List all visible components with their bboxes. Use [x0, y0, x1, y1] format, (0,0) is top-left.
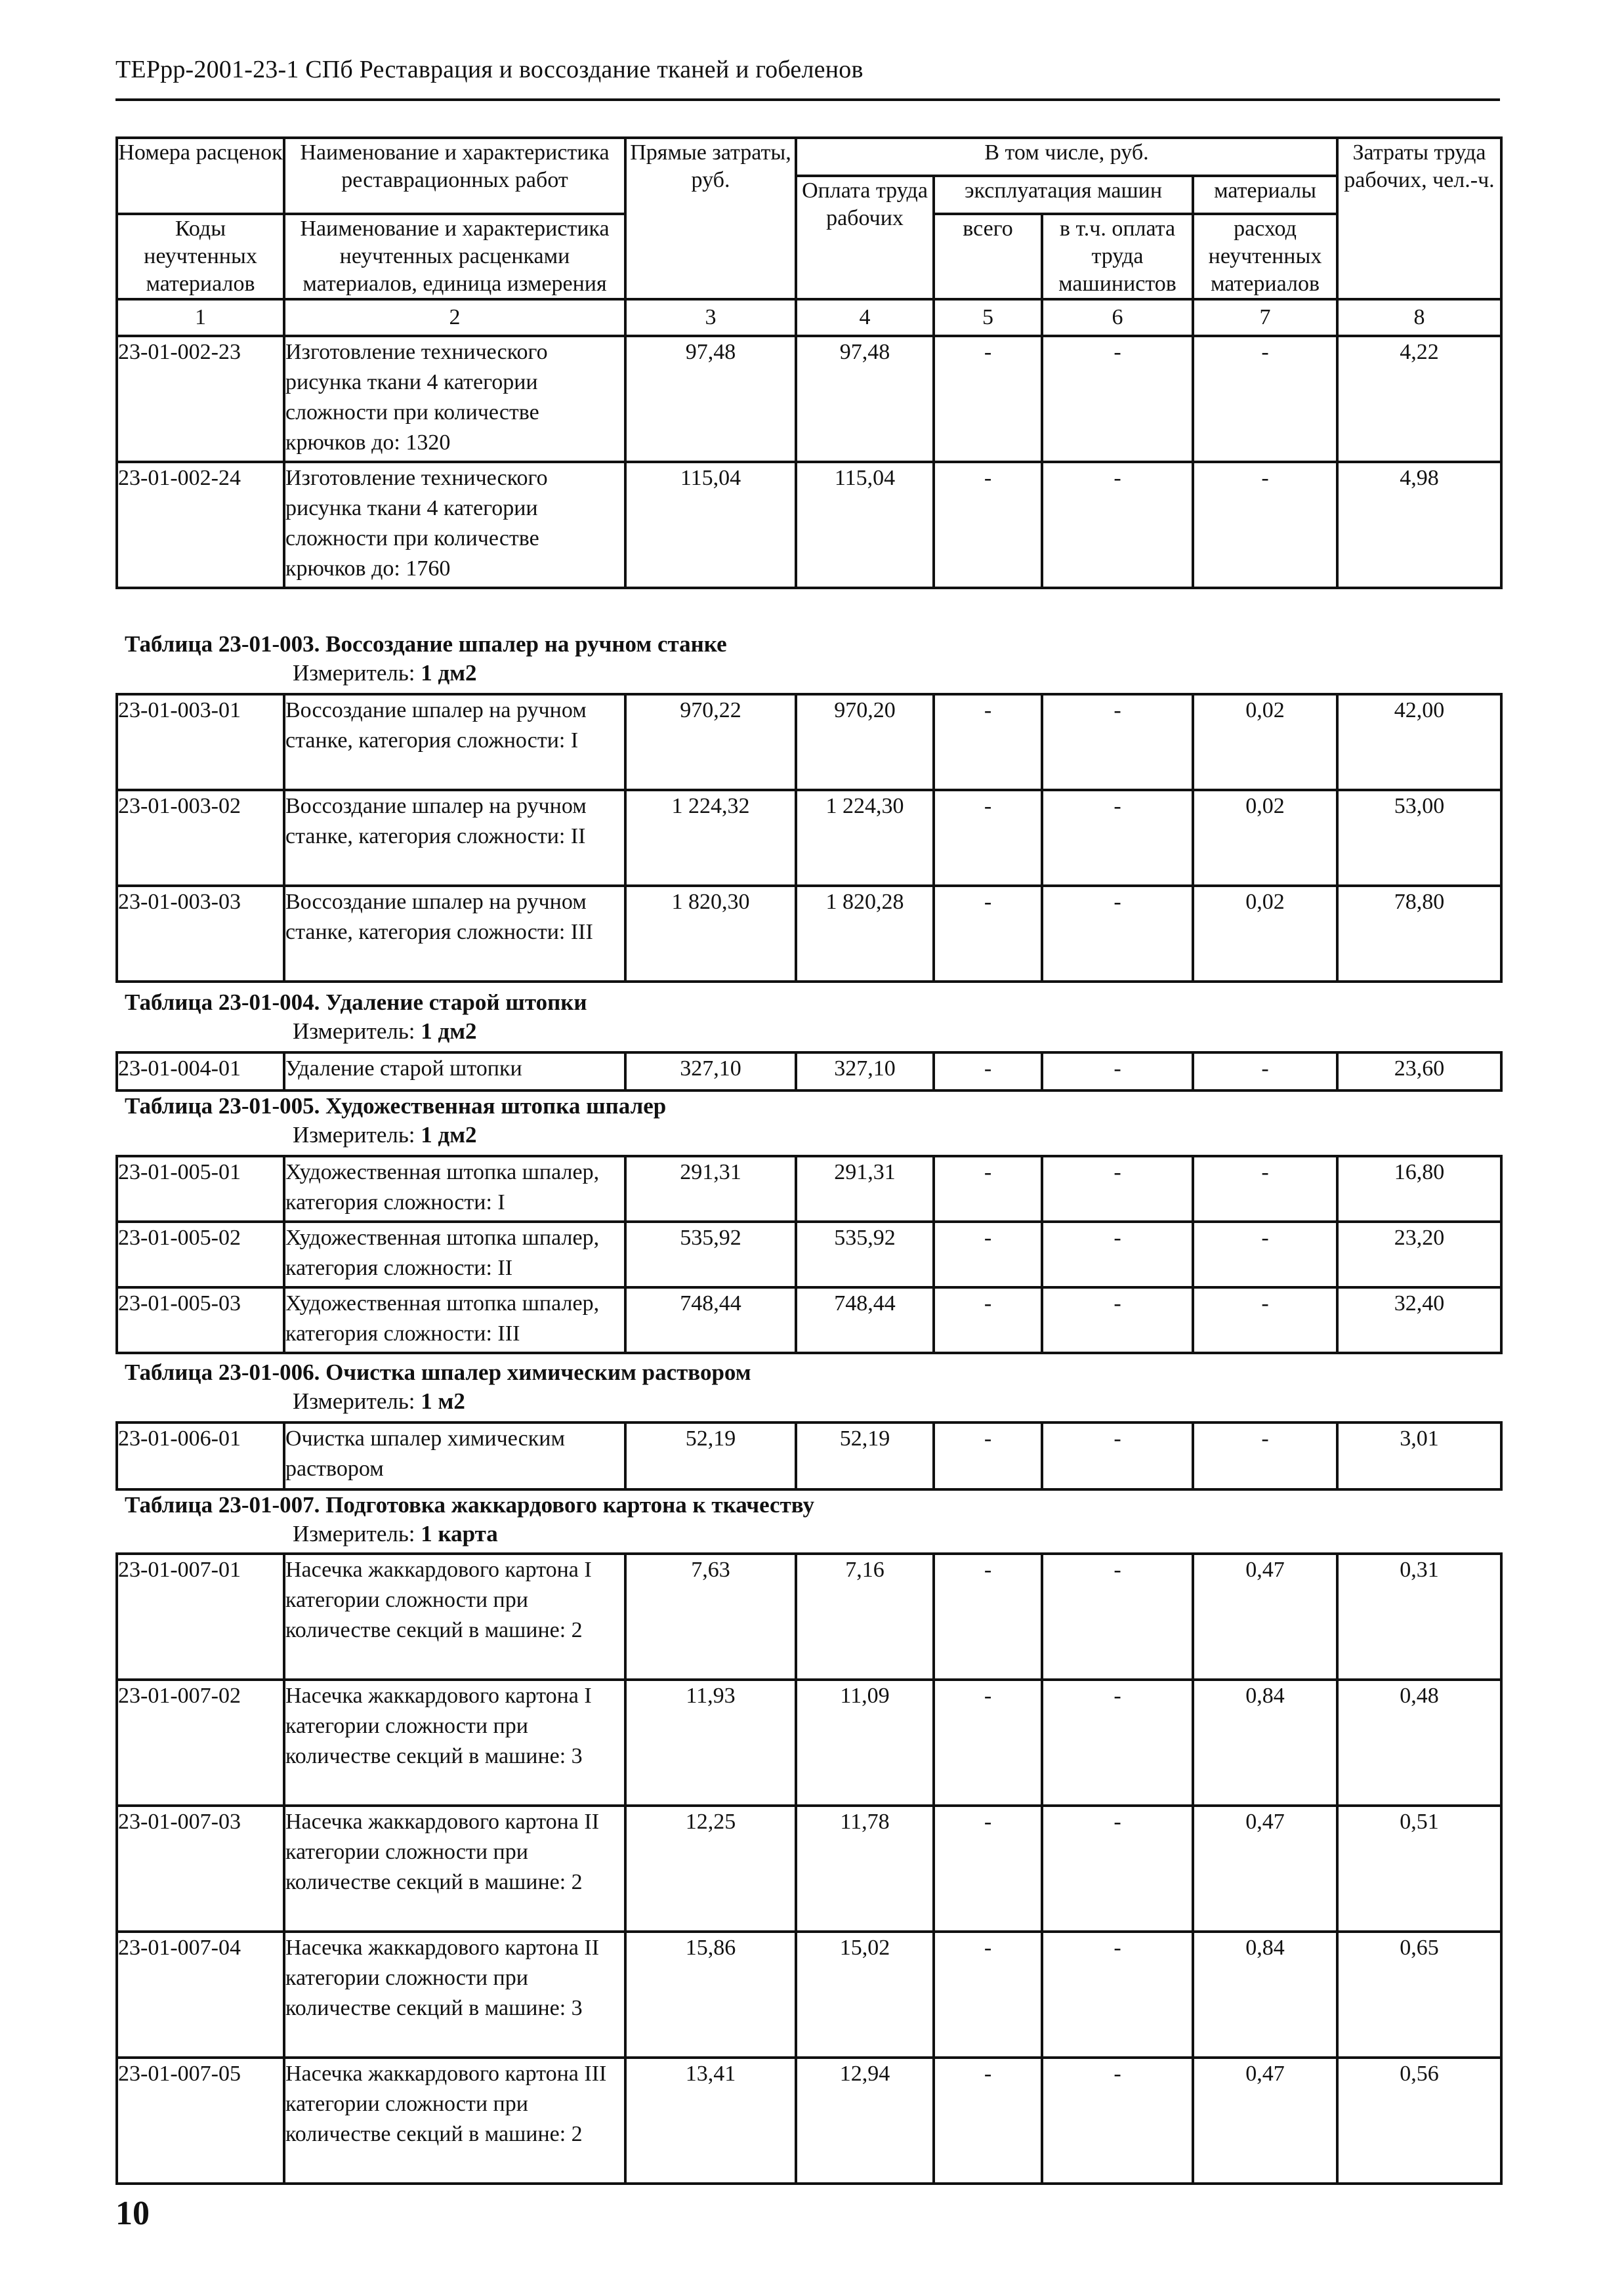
direct-costs-value: 1 224,32 [625, 790, 796, 886]
labor-hours-value: 0,65 [1337, 1932, 1501, 2058]
direct-costs-value: 12,25 [625, 1806, 796, 1932]
labor-pay-value: 12,94 [796, 2058, 934, 2184]
work-name: Художественная штопка шпалер, категория сложности: I [284, 1156, 625, 1222]
materials-value: - [1193, 1422, 1337, 1489]
col-header-materials: материалы [1193, 176, 1337, 214]
materials-value: 0,84 [1193, 1932, 1337, 2058]
machinists-pay-value: - [1042, 1680, 1193, 1806]
unit-label: Измеритель: [293, 1388, 415, 1414]
table-row [117, 336, 1501, 462]
machines-total-value: - [934, 1052, 1042, 1090]
table-23-01-005 [115, 1155, 1503, 1354]
machinists-pay-value: - [1042, 790, 1193, 886]
unit-value: 1 карта [421, 1521, 498, 1547]
direct-costs-value: 97,48 [625, 336, 796, 462]
table-row [117, 462, 1501, 588]
machines-total-value: - [934, 462, 1042, 588]
machinists-pay-value: - [1042, 1156, 1193, 1222]
machinists-pay-value: - [1042, 1932, 1193, 2058]
work-name: Воссоздание шпалер на ручном станке, категория сложности: III [284, 886, 625, 982]
rate-code: 23-01-004-01 [117, 1052, 284, 1090]
column-number: 7 [1193, 299, 1337, 336]
machinists-pay-value: - [1042, 694, 1193, 790]
col-header-machines-total: всего [934, 214, 1042, 299]
materials-value: - [1193, 1222, 1337, 1287]
table-23-01-003 [115, 693, 1503, 983]
rate-code: 23-01-005-01 [117, 1156, 284, 1222]
labor-hours-value: 23,20 [1337, 1222, 1501, 1287]
direct-costs-value: 327,10 [625, 1052, 796, 1090]
rate-code: 23-01-006-01 [117, 1422, 284, 1489]
labor-hours-value: 0,56 [1337, 2058, 1501, 2184]
column-number: 2 [284, 299, 625, 336]
unit-value: 1 дм2 [421, 660, 477, 686]
direct-costs-value: 13,41 [625, 2058, 796, 2184]
labor-pay-value: 115,04 [796, 462, 934, 588]
direct-costs-value: 291,31 [625, 1156, 796, 1222]
labor-hours-value: 4,22 [1337, 336, 1501, 462]
labor-pay-value: 970,20 [796, 694, 934, 790]
machinists-pay-value: - [1042, 1052, 1193, 1090]
labor-hours-value: 23,60 [1337, 1052, 1501, 1090]
direct-costs-value: 15,86 [625, 1932, 796, 2058]
machines-total-value: - [934, 1156, 1042, 1222]
direct-costs-value: 970,22 [625, 694, 796, 790]
direct-costs-value: 748,44 [625, 1287, 796, 1353]
price-table-head [115, 136, 1503, 589]
work-name: Насечка жаккардового картона I категории сложности при количестве секций в машине: 3 [284, 1680, 625, 1806]
labor-hours-value: 0,51 [1337, 1806, 1501, 1932]
col-header-including-group: В том числе, руб. [796, 138, 1337, 176]
work-name: Насечка жаккардового картона III категории сложности при количестве секций в машине: 2 [284, 2058, 625, 2184]
work-name: Очистка шпалер химическим раствором [284, 1422, 625, 1489]
labor-pay-value: 15,02 [796, 1932, 934, 2058]
col-header-machinists-pay: в т.ч. оплата труда машинистов [1042, 214, 1193, 299]
labor-pay-value: 535,92 [796, 1222, 934, 1287]
machines-total-value: - [934, 1554, 1042, 1680]
materials-value: - [1193, 1287, 1337, 1353]
column-number: 4 [796, 299, 934, 336]
materials-value: 0,47 [1193, 1806, 1337, 1932]
machinists-pay-value: - [1042, 886, 1193, 982]
table-row [117, 1052, 1501, 1090]
unit-label: Измеритель: [293, 660, 415, 686]
work-name: Удаление старой штопки [284, 1052, 625, 1090]
machines-total-value: - [934, 2058, 1042, 2184]
machinists-pay-value: - [1042, 1554, 1193, 1680]
col-header-unaccounted-materials: расход неучтенных материалов [1193, 214, 1337, 299]
col-header-work-name: Наименование и характеристика реставрационных работ [284, 138, 625, 214]
table-23-01-007 [115, 1552, 1503, 2185]
header-rule [115, 98, 1500, 101]
work-name: Изготовление технического рисунка ткани 4 категории сложности при количестве крючков до: 1760 [284, 462, 625, 588]
section-title: Таблица 23-01-005. Художественная штопка шпалер [125, 1093, 667, 1119]
machines-total-value: - [934, 790, 1042, 886]
machines-total-value: - [934, 1806, 1042, 1932]
materials-value: 0,02 [1193, 790, 1337, 886]
materials-value: 0,47 [1193, 2058, 1337, 2184]
labor-pay-value: 97,48 [796, 336, 934, 462]
table-row [117, 1554, 1501, 1680]
machines-total-value: - [934, 694, 1042, 790]
labor-hours-value: 4,98 [1337, 462, 1501, 588]
labor-pay-value: 11,78 [796, 1806, 934, 1932]
table-row [117, 1932, 1501, 2058]
labor-hours-value: 53,00 [1337, 790, 1501, 886]
machines-total-value: - [934, 886, 1042, 982]
col-header-labor-pay: Оплата труда рабочих [796, 176, 934, 299]
table-row [117, 1806, 1501, 1932]
labor-pay-value: 1 224,30 [796, 790, 934, 886]
unit-value: 1 м2 [421, 1388, 465, 1414]
unit-label: Измеритель: [293, 1122, 415, 1148]
rate-code: 23-01-003-01 [117, 694, 284, 790]
labor-pay-value: 748,44 [796, 1287, 934, 1353]
direct-costs-value: 11,93 [625, 1680, 796, 1806]
direct-costs-value: 52,19 [625, 1422, 796, 1489]
section-unit [293, 1388, 465, 1415]
table-row [117, 1422, 1501, 1489]
materials-value: - [1193, 1156, 1337, 1222]
machinists-pay-value: - [1042, 1287, 1193, 1353]
section-title: Таблица 23-01-006. Очистка шпалер химическим раствором [125, 1360, 751, 1385]
table-row [117, 886, 1501, 982]
table-row [117, 1680, 1501, 1806]
section-unit [293, 1018, 477, 1045]
materials-value: 0,02 [1193, 694, 1337, 790]
work-name: Художественная штопка шпалер, категория сложности: II [284, 1222, 625, 1287]
column-number: 8 [1337, 299, 1501, 336]
machinists-pay-value: - [1042, 1222, 1193, 1287]
section-title: Таблица 23-01-004. Удаление старой штопки [125, 989, 587, 1015]
column-number: 1 [117, 299, 284, 336]
materials-value: 0,47 [1193, 1554, 1337, 1680]
page-header: ТЕРрр-2001-23-1 СПб Реставрация и воссоздание тканей и гобеленов [115, 56, 864, 83]
machinists-pay-value: - [1042, 1806, 1193, 1932]
labor-pay-value: 7,16 [796, 1554, 934, 1680]
machines-total-value: - [934, 1680, 1042, 1806]
machinists-pay-value: - [1042, 336, 1193, 462]
table-23-01-006 [115, 1421, 1503, 1491]
machinists-pay-value: - [1042, 462, 1193, 588]
machinists-pay-value: - [1042, 2058, 1193, 2184]
table-row [117, 1287, 1501, 1353]
labor-pay-value: 11,09 [796, 1680, 934, 1806]
labor-hours-value: 32,40 [1337, 1287, 1501, 1353]
table-23-01-004 [115, 1051, 1503, 1092]
col-header-rate-numbers: Номера расценок [117, 138, 284, 214]
table-row [117, 790, 1501, 886]
rate-code: 23-01-005-03 [117, 1287, 284, 1353]
machines-total-value: - [934, 1932, 1042, 2058]
rate-code: 23-01-007-05 [117, 2058, 284, 2184]
col-header-machines: эксплуатация машин [934, 176, 1193, 214]
col-header-material-names: Наименование и характеристика неучтенных расценками материалов, единица измерения [284, 214, 625, 299]
materials-value: - [1193, 462, 1337, 588]
rate-code: 23-01-003-03 [117, 886, 284, 982]
labor-hours-value: 42,00 [1337, 694, 1501, 790]
column-number: 6 [1042, 299, 1193, 336]
labor-pay-value: 1 820,28 [796, 886, 934, 982]
column-number: 5 [934, 299, 1042, 336]
machinists-pay-value: - [1042, 1422, 1193, 1489]
materials-value: - [1193, 336, 1337, 462]
machines-total-value: - [934, 1222, 1042, 1287]
labor-hours-value: 0,31 [1337, 1554, 1501, 1680]
rate-code: 23-01-007-02 [117, 1680, 284, 1806]
unit-value: 1 дм2 [421, 1018, 477, 1044]
labor-pay-value: 291,31 [796, 1156, 934, 1222]
labor-hours-value: 16,80 [1337, 1156, 1501, 1222]
rate-code: 23-01-007-04 [117, 1932, 284, 2058]
work-name: Воссоздание шпалер на ручном станке, категория сложности: II [284, 790, 625, 886]
rate-code: 23-01-002-23 [117, 336, 284, 462]
section-unit [293, 660, 477, 686]
labor-hours-value: 78,80 [1337, 886, 1501, 982]
section-unit [293, 1521, 498, 1547]
col-header-labor-hours: Затраты труда рабочих, чел.-ч. [1337, 138, 1501, 299]
rate-code: 23-01-005-02 [117, 1222, 284, 1287]
table-row [117, 1156, 1501, 1222]
section-title: Таблица 23-01-007. Подготовка жаккардового картона к ткачеству [125, 1492, 814, 1518]
labor-hours-value: 0,48 [1337, 1680, 1501, 1806]
unit-value: 1 дм2 [421, 1122, 477, 1148]
column-number: 3 [625, 299, 796, 336]
table-row [117, 694, 1501, 790]
rate-code: 23-01-007-03 [117, 1806, 284, 1932]
work-name: Насечка жаккардового картона II категории сложности при количестве секций в машине: 3 [284, 1932, 625, 2058]
unit-label: Измеритель: [293, 1018, 415, 1044]
page-number: 10 [115, 2195, 150, 2232]
materials-value: - [1193, 1052, 1337, 1090]
work-name: Насечка жаккардового картона II категории сложности при количестве секций в машине: 2 [284, 1806, 625, 1932]
machines-total-value: - [934, 1422, 1042, 1489]
rate-code: 23-01-007-01 [117, 1554, 284, 1680]
table-row [117, 2058, 1501, 2184]
rate-code: 23-01-002-24 [117, 462, 284, 588]
work-name: Изготовление технического рисунка ткани 4 категории сложности при количестве крючков до: 1320 [284, 336, 625, 462]
direct-costs-value: 535,92 [625, 1222, 796, 1287]
table-row [117, 1222, 1501, 1287]
materials-value: 0,84 [1193, 1680, 1337, 1806]
rate-code: 23-01-003-02 [117, 790, 284, 886]
work-name: Насечка жаккардового картона I категории сложности при количестве секций в машине: 2 [284, 1554, 625, 1680]
materials-value: 0,02 [1193, 886, 1337, 982]
unit-label: Измеритель: [293, 1521, 415, 1547]
direct-costs-value: 1 820,30 [625, 886, 796, 982]
section-title: Таблица 23-01-003. Воссоздание шпалер на ручном станке [125, 631, 727, 657]
labor-pay-value: 327,10 [796, 1052, 934, 1090]
machines-total-value: - [934, 336, 1042, 462]
work-name: Воссоздание шпалер на ручном станке, категория сложности: I [284, 694, 625, 790]
col-header-direct-costs: Прямые затраты, руб. [625, 138, 796, 299]
section-unit [293, 1122, 477, 1148]
machines-total-value: - [934, 1287, 1042, 1353]
direct-costs-value: 7,63 [625, 1554, 796, 1680]
col-header-material-codes: Коды неучтенных материалов [117, 214, 284, 299]
direct-costs-value: 115,04 [625, 462, 796, 588]
labor-hours-value: 3,01 [1337, 1422, 1501, 1489]
work-name: Художественная штопка шпалер, категория сложности: III [284, 1287, 625, 1353]
labor-pay-value: 52,19 [796, 1422, 934, 1489]
